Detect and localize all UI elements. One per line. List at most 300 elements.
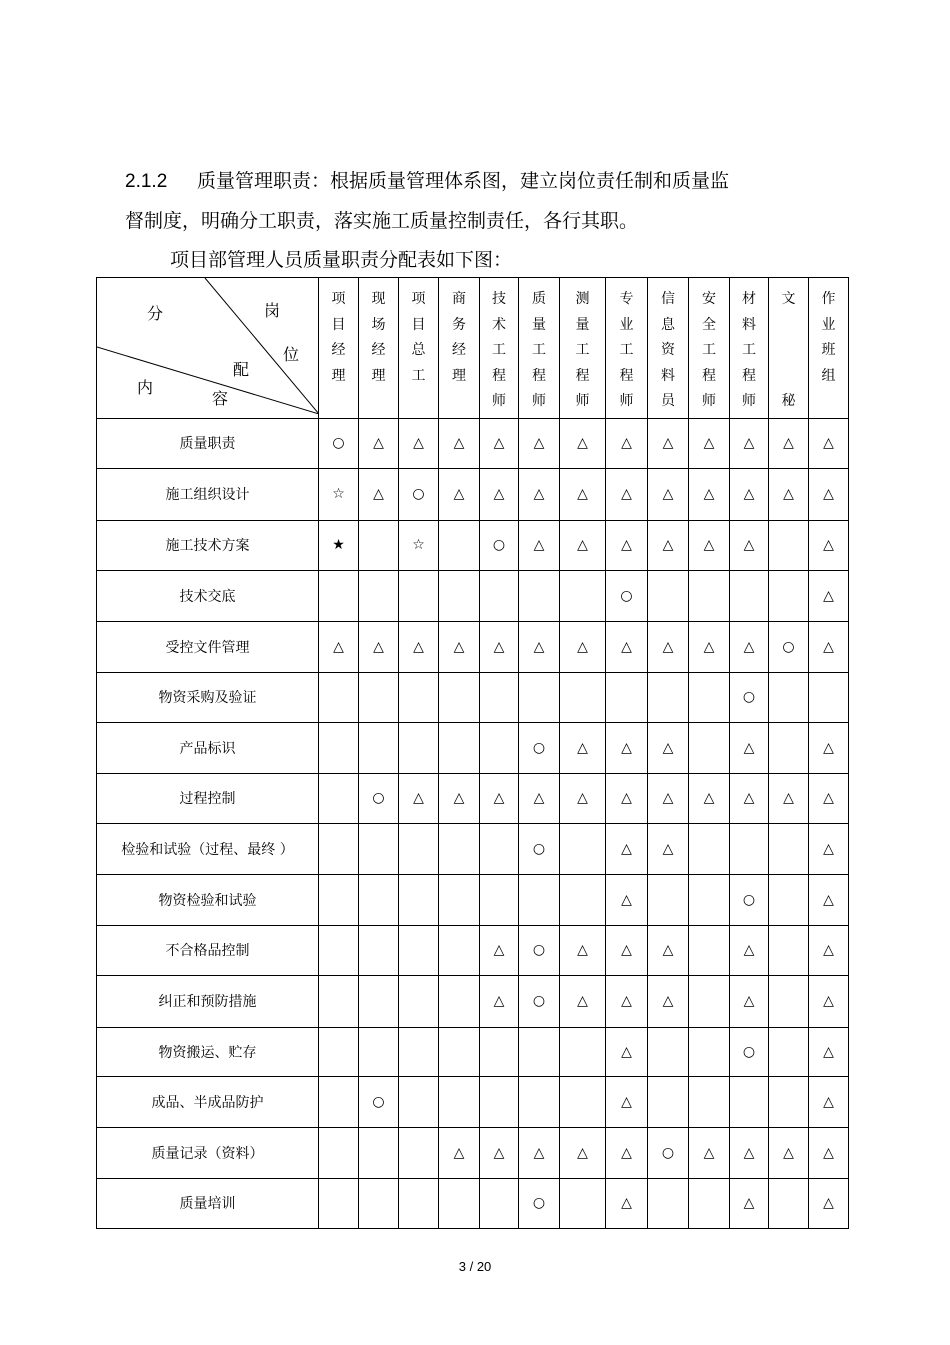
responsibility-cell (319, 823, 359, 874)
responsibility-cell: △ (730, 621, 769, 672)
position-label (399, 290, 438, 392)
responsibility-cell: △ (809, 823, 849, 874)
responsibility-cell (480, 823, 519, 874)
position-char: 师 (619, 393, 634, 409)
responsibility-cell: △ (519, 621, 560, 672)
responsibility-cell: △ (399, 773, 439, 823)
position-char: 工 (411, 367, 426, 384)
responsibility-cell: △ (648, 621, 689, 672)
responsibility-cell: △ (319, 621, 359, 672)
responsibility-cell (319, 1178, 359, 1228)
responsibility-cell: △ (730, 418, 769, 468)
responsibility-cell: △ (769, 468, 809, 520)
responsibility-cell (560, 823, 606, 874)
position-char: 经 (331, 342, 346, 358)
responsibility-cell (399, 1027, 439, 1076)
position-label (439, 290, 479, 392)
responsibility-cell: △ (809, 1127, 849, 1178)
position-label (519, 290, 559, 418)
table-row (97, 672, 849, 722)
position-char: 组 (821, 367, 836, 384)
responsibility-cell: △ (560, 418, 606, 468)
responsibility-cell: △ (519, 773, 560, 823)
responsibility-cell: △ (606, 621, 648, 672)
responsibility-cell: △ (480, 468, 519, 520)
position-char: 程 (702, 367, 716, 384)
responsibility-cell (399, 1127, 439, 1178)
responsibility-cell: △ (730, 925, 769, 975)
position-char: 料 (661, 367, 675, 384)
responsibility-cell: △ (480, 418, 519, 468)
position-char: 程 (532, 367, 546, 384)
responsibility-cell: △ (648, 925, 689, 975)
page-footer (0, 1259, 950, 1274)
position-char: 工 (492, 342, 506, 358)
position-char: 工 (532, 342, 546, 358)
responsibility-cell: △ (560, 1127, 606, 1178)
responsibility-cell: △ (606, 823, 648, 874)
position-char: 工 (619, 342, 634, 358)
responsibility-cell: △ (689, 468, 730, 520)
responsibility-cell (359, 722, 399, 773)
row-label: 受控文件管理 (97, 621, 319, 672)
position-header-11 (769, 278, 809, 419)
responsibility-cell (689, 874, 730, 925)
responsibility-cell: △ (648, 722, 689, 773)
responsibility-cell (480, 1076, 519, 1127)
position-char: 安 (702, 291, 716, 307)
responsibility-cell (560, 672, 606, 722)
position-char: 项 (411, 291, 426, 307)
responsibility-cell: △ (730, 722, 769, 773)
responsibility-cell: △ (480, 621, 519, 672)
table-row (97, 520, 849, 570)
corner-header-cell (97, 278, 319, 419)
responsibility-cell: △ (809, 874, 849, 925)
responsibility-cell (359, 874, 399, 925)
position-char: 工 (742, 342, 756, 358)
responsibility-cell (359, 925, 399, 975)
responsibility-cell: ○ (519, 722, 560, 773)
position-char: 业 (821, 316, 836, 333)
responsibility-cell (689, 1027, 730, 1076)
responsibility-cell: △ (809, 1178, 849, 1228)
responsibility-cell (399, 722, 439, 773)
responsibility-cell: △ (809, 925, 849, 975)
position-header-0 (319, 278, 359, 419)
responsibility-cell (399, 874, 439, 925)
corner-label-rong: 容 (212, 389, 229, 408)
responsibility-cell (689, 1076, 730, 1127)
responsibility-cell: △ (560, 925, 606, 975)
responsibility-cell: △ (359, 418, 399, 468)
responsibility-cell (439, 1027, 480, 1076)
position-char: 理 (331, 367, 346, 384)
responsibility-table (96, 277, 849, 1229)
position-char: 工 (702, 342, 716, 358)
position-label (319, 290, 358, 392)
responsibility-cell (648, 1178, 689, 1228)
page-total: 20 (476, 1259, 492, 1274)
position-char: 务 (452, 316, 466, 333)
responsibility-cell (480, 722, 519, 773)
responsibility-cell (648, 874, 689, 925)
responsibility-cell: △ (809, 418, 849, 468)
table-row (97, 975, 849, 1027)
table-row (97, 874, 849, 925)
position-label (769, 290, 808, 418)
responsibility-cell (560, 1027, 606, 1076)
responsibility-cell (399, 1076, 439, 1127)
responsibility-cell (439, 975, 480, 1027)
responsibility-cell: ○ (480, 520, 519, 570)
responsibility-cell (359, 570, 399, 621)
position-char: 文 (781, 291, 796, 307)
responsibility-cell: ○ (519, 1178, 560, 1228)
responsibility-cell: ☆ (319, 468, 359, 520)
corner-label-gang: 岗 (264, 301, 281, 320)
position-header-4 (480, 278, 519, 419)
responsibility-cell: △ (769, 1127, 809, 1178)
position-char: 程 (575, 367, 590, 384)
row-label: 成品、半成品防护 (97, 1076, 319, 1127)
position-char: 材 (742, 291, 756, 307)
responsibility-cell (519, 1027, 560, 1076)
position-header-8 (648, 278, 689, 419)
responsibility-cell: △ (439, 621, 480, 672)
table-intro: 项目部管理人员质量职责分配表如下图： (170, 249, 513, 271)
responsibility-cell (399, 975, 439, 1027)
responsibility-cell: △ (689, 418, 730, 468)
position-header-1 (359, 278, 399, 419)
responsibility-cell: △ (519, 418, 560, 468)
row-label: 物资检验和试验 (97, 874, 319, 925)
responsibility-cell: ○ (359, 1076, 399, 1127)
header-row (97, 278, 849, 419)
responsibility-cell: △ (606, 1027, 648, 1076)
section-text-line2: 督制度，明确分工职责，落实施工质量控制责任，各行其职。 (125, 210, 639, 232)
responsibility-cell: ○ (519, 823, 560, 874)
responsibility-cell: △ (648, 773, 689, 823)
position-header-7 (606, 278, 648, 419)
responsibility-cell (519, 570, 560, 621)
responsibility-cell: △ (560, 975, 606, 1027)
responsibility-cell (769, 1076, 809, 1127)
responsibility-cell (689, 570, 730, 621)
position-char: 现 (371, 291, 386, 307)
row-label: 施工技术方案 (97, 520, 319, 570)
table-row (97, 925, 849, 975)
responsibility-cell: △ (560, 621, 606, 672)
responsibility-cell: △ (606, 1076, 648, 1127)
responsibility-cell: ○ (730, 874, 769, 925)
responsibility-cell: △ (606, 1178, 648, 1228)
table-row (97, 1027, 849, 1076)
section-heading-line (125, 171, 729, 192)
responsibility-cell: △ (809, 468, 849, 520)
responsibility-cell: ○ (730, 672, 769, 722)
responsibility-cell (769, 520, 809, 570)
section-number: 2.1.2 (125, 171, 168, 192)
page-separator: / (469, 1259, 474, 1274)
position-char: 师 (742, 393, 756, 409)
position-char: 商 (452, 291, 466, 307)
row-label: 质量记录（资料） (97, 1127, 319, 1178)
responsibility-cell (769, 1178, 809, 1228)
responsibility-cell: △ (606, 925, 648, 975)
responsibility-cell (439, 722, 480, 773)
responsibility-cell (439, 874, 480, 925)
responsibility-cell: △ (606, 722, 648, 773)
position-char: 经 (452, 342, 466, 358)
responsibility-cell (769, 975, 809, 1027)
responsibility-cell (399, 570, 439, 621)
responsibility-cell (689, 722, 730, 773)
position-char: 信 (661, 291, 675, 307)
responsibility-cell: ○ (730, 1027, 769, 1076)
responsibility-cell: △ (769, 418, 809, 468)
responsibility-cell: ○ (519, 975, 560, 1027)
position-char: 质 (532, 291, 546, 307)
responsibility-cell: △ (730, 773, 769, 823)
position-label (809, 290, 848, 392)
responsibility-cell (319, 1076, 359, 1127)
responsibility-cell: △ (689, 621, 730, 672)
responsibility-cell: △ (809, 1076, 849, 1127)
section-text-line1: 质量管理职责：根据质量管理体系图，建立岗位责任制和质量监 (197, 170, 730, 192)
responsibility-cell (648, 570, 689, 621)
responsibility-cell: △ (560, 773, 606, 823)
responsibility-cell (480, 570, 519, 621)
responsibility-cell (519, 672, 560, 722)
position-char: 班 (821, 342, 836, 358)
responsibility-cell (480, 1027, 519, 1076)
responsibility-cell (319, 925, 359, 975)
responsibility-cell (606, 672, 648, 722)
responsibility-cell (480, 874, 519, 925)
position-char: 测 (575, 291, 590, 307)
responsibility-cell (648, 672, 689, 722)
responsibility-cell (439, 925, 480, 975)
responsibility-cell (439, 1178, 480, 1228)
table-row (97, 570, 849, 621)
responsibility-cell (769, 722, 809, 773)
position-char: 师 (702, 393, 716, 409)
row-label: 检验和试验（过程、最终 ） (97, 823, 319, 874)
responsibility-cell: ○ (769, 621, 809, 672)
table-row (97, 418, 849, 468)
position-char: 程 (619, 367, 634, 384)
row-label: 产品标识 (97, 722, 319, 773)
responsibility-cell (359, 975, 399, 1027)
responsibility-cell (730, 1076, 769, 1127)
position-char: 程 (742, 367, 756, 384)
page-number: 3 (458, 1259, 466, 1274)
row-label: 物资搬运、贮存 (97, 1027, 319, 1076)
position-char: 料 (742, 316, 756, 333)
responsibility-cell: △ (769, 773, 809, 823)
row-label: 质量培训 (97, 1178, 319, 1228)
responsibility-cell: △ (560, 520, 606, 570)
responsibility-cell (359, 520, 399, 570)
responsibility-cell (319, 1027, 359, 1076)
position-header-9 (689, 278, 730, 419)
responsibility-cell (319, 773, 359, 823)
table-row (97, 722, 849, 773)
responsibility-cell: △ (480, 773, 519, 823)
responsibility-cell (319, 722, 359, 773)
responsibility-cell: △ (809, 975, 849, 1027)
responsibility-cell (769, 823, 809, 874)
responsibility-cell: △ (480, 975, 519, 1027)
responsibility-cell (689, 672, 730, 722)
responsibility-cell: △ (359, 621, 399, 672)
responsibility-cell: ○ (519, 925, 560, 975)
responsibility-cell: △ (560, 722, 606, 773)
responsibility-cell: △ (439, 418, 480, 468)
position-header-6 (560, 278, 606, 419)
responsibility-cell: △ (519, 520, 560, 570)
row-label: 过程控制 (97, 773, 319, 823)
row-label: 施工组织设计 (97, 468, 319, 520)
position-char: 秘 (781, 393, 796, 409)
position-char: 师 (492, 393, 506, 409)
table-row (97, 1076, 849, 1127)
responsibility-cell (689, 1178, 730, 1228)
position-char: 术 (492, 316, 506, 333)
position-char: 场 (371, 316, 386, 333)
responsibility-cell: ☆ (399, 520, 439, 570)
responsibility-cell (769, 874, 809, 925)
responsibility-cell (480, 1178, 519, 1228)
responsibility-cell: △ (809, 773, 849, 823)
position-label (689, 290, 729, 418)
responsibility-cell: △ (809, 621, 849, 672)
row-label: 不合格品控制 (97, 925, 319, 975)
position-char: 资 (661, 342, 675, 358)
responsibility-cell (399, 1178, 439, 1228)
position-char: 理 (371, 367, 386, 384)
responsibility-cell: △ (809, 722, 849, 773)
responsibility-cell (769, 1027, 809, 1076)
responsibility-cell: △ (730, 975, 769, 1027)
responsibility-cell (730, 570, 769, 621)
responsibility-cell: △ (519, 468, 560, 520)
responsibility-cell (319, 1127, 359, 1178)
responsibility-cell (480, 672, 519, 722)
responsibility-cell (689, 925, 730, 975)
responsibility-cell: △ (809, 520, 849, 570)
table-row (97, 1178, 849, 1228)
responsibility-cell: △ (359, 468, 399, 520)
corner-label-pei: 配 (233, 360, 250, 379)
position-char: 业 (619, 316, 634, 333)
responsibility-cell (359, 1127, 399, 1178)
position-char: 师 (532, 393, 546, 409)
position-label (730, 290, 768, 418)
responsibility-cell (439, 520, 480, 570)
responsibility-cell: △ (606, 468, 648, 520)
responsibility-cell: △ (648, 468, 689, 520)
position-char: 工 (575, 342, 590, 358)
corner-label-fen: 分 (147, 304, 164, 323)
responsibility-cell: △ (606, 418, 648, 468)
responsibility-cell: △ (560, 468, 606, 520)
responsibility-cell (359, 672, 399, 722)
responsibility-cell: △ (399, 621, 439, 672)
responsibility-cell: △ (480, 1127, 519, 1178)
responsibility-cell (648, 1076, 689, 1127)
responsibility-cell: △ (439, 468, 480, 520)
responsibility-cell: △ (399, 418, 439, 468)
responsibility-cell (519, 874, 560, 925)
responsibility-cell (689, 975, 730, 1027)
responsibility-cell (319, 874, 359, 925)
position-char: 技 (492, 291, 506, 307)
responsibility-cell: △ (606, 975, 648, 1027)
position-char: 目 (331, 316, 346, 333)
responsibility-cell: △ (648, 975, 689, 1027)
responsibility-cell (648, 1027, 689, 1076)
corner-label-nei: 内 (137, 378, 154, 397)
responsibility-cell (439, 1076, 480, 1127)
position-header-5 (519, 278, 560, 419)
responsibility-cell: △ (606, 520, 648, 570)
position-char: 师 (575, 393, 590, 409)
responsibility-cell: △ (730, 520, 769, 570)
table-row (97, 468, 849, 520)
row-label: 物资采购及验证 (97, 672, 319, 722)
responsibility-cell: ○ (648, 1127, 689, 1178)
responsibility-cell (319, 672, 359, 722)
row-label: 技术交底 (97, 570, 319, 621)
position-label (359, 290, 398, 392)
position-label (648, 290, 688, 418)
responsibility-cell (560, 874, 606, 925)
position-label (606, 290, 647, 418)
position-char: 量 (575, 316, 590, 333)
table-row (97, 621, 849, 672)
responsibility-cell: △ (730, 1178, 769, 1228)
responsibility-cell (399, 672, 439, 722)
responsibility-cell (560, 1076, 606, 1127)
responsibility-cell (769, 925, 809, 975)
responsibility-cell: △ (648, 520, 689, 570)
responsibility-cell: △ (519, 1127, 560, 1178)
responsibility-cell (319, 570, 359, 621)
responsibility-cell (439, 570, 480, 621)
responsibility-cell: △ (606, 1127, 648, 1178)
position-char: 理 (452, 367, 466, 384)
responsibility-cell (399, 823, 439, 874)
responsibility-cell (560, 570, 606, 621)
responsibility-cell: ○ (606, 570, 648, 621)
responsibility-cell (689, 823, 730, 874)
row-label: 纠正和预防措施 (97, 975, 319, 1027)
responsibility-cell: △ (689, 1127, 730, 1178)
responsibility-cell: △ (648, 418, 689, 468)
responsibility-cell: △ (730, 1127, 769, 1178)
position-header-3 (439, 278, 480, 419)
position-char: 员 (661, 393, 675, 409)
responsibility-cell: △ (648, 823, 689, 874)
position-char: 专 (619, 291, 634, 307)
position-char: 项 (331, 291, 346, 307)
responsibility-cell (439, 823, 480, 874)
table-row (97, 773, 849, 823)
position-char: 程 (492, 367, 506, 384)
position-char: 息 (661, 316, 675, 333)
